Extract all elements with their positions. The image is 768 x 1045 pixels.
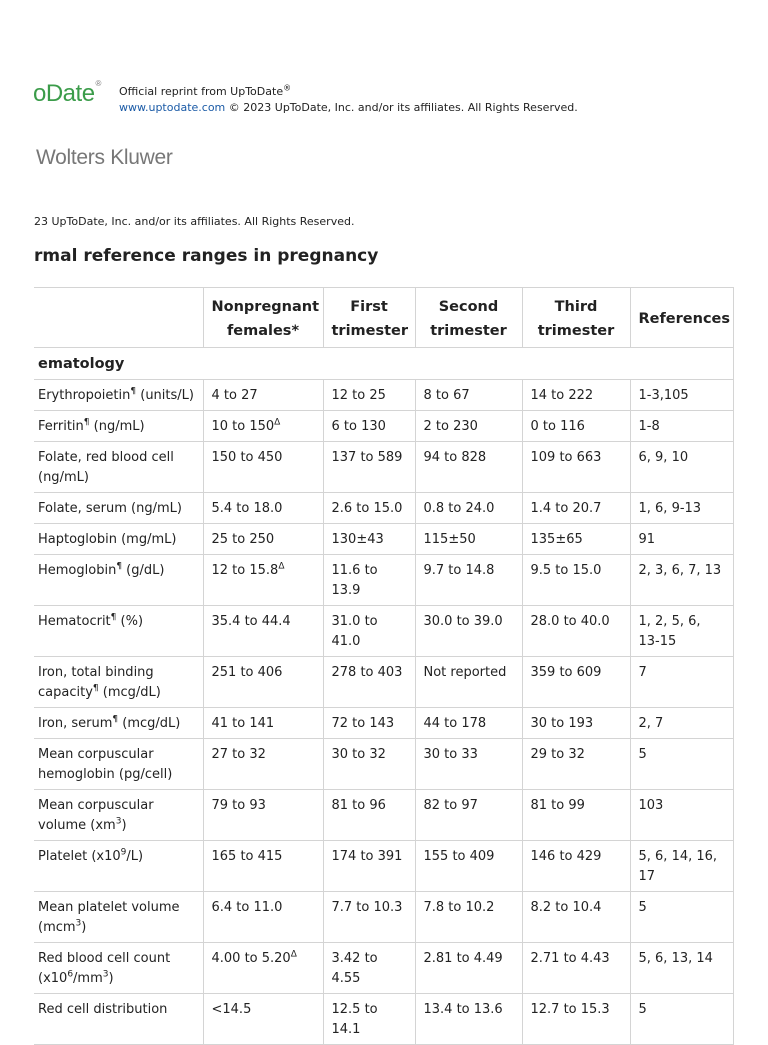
uptodate-logo bbox=[33, 80, 101, 108]
second-trimester-cell: 8 to 67 bbox=[415, 380, 522, 411]
references-cell: 5, 6, 14, 16, 17 bbox=[630, 841, 733, 892]
references-cell: 1-8 bbox=[630, 411, 733, 442]
third-trimester-cell: 9.5 to 15.0 bbox=[522, 555, 630, 606]
test-cell bbox=[34, 943, 203, 994]
second-trimester-cell: 9.7 to 14.8 bbox=[415, 555, 522, 606]
table-row bbox=[34, 708, 733, 739]
test-name: Erythropoietin bbox=[38, 388, 131, 403]
nonpregnant-cell bbox=[203, 493, 323, 524]
unit-exponent: 6 bbox=[67, 969, 74, 980]
test-cell bbox=[34, 994, 203, 1045]
test-cell bbox=[34, 739, 203, 790]
unit-exponent: 3 bbox=[102, 969, 109, 980]
column-header-second-trimester: Second trimester bbox=[415, 288, 522, 348]
test-name: Haptoglobin (mg/mL) bbox=[38, 532, 177, 547]
nonpregnant-value: 41 to 141 bbox=[211, 716, 275, 731]
table-row bbox=[34, 841, 733, 892]
unit-exponent: 3 bbox=[75, 918, 82, 929]
second-trimester-cell: 155 to 409 bbox=[415, 841, 522, 892]
third-trimester-cell: 14 to 222 bbox=[522, 380, 630, 411]
test-cell bbox=[34, 657, 203, 708]
test-unit: (g/dL) bbox=[122, 563, 165, 578]
footnote-mark: ¶ bbox=[92, 683, 99, 694]
test-cell bbox=[34, 524, 203, 555]
third-trimester-cell: 29 to 32 bbox=[522, 739, 630, 790]
first-trimester-cell: 12.5 to 14.1 bbox=[323, 994, 415, 1045]
test-name: Mean corpuscular hemoglobin (pg/cell) bbox=[38, 747, 173, 782]
unit-tail: /L) bbox=[126, 849, 144, 864]
nonpregnant-cell bbox=[203, 657, 323, 708]
second-trimester-cell: 115±50 bbox=[415, 524, 522, 555]
nonpregnant-value: 150 to 450 bbox=[211, 450, 283, 465]
nonpregnant-value: 10 to 150 bbox=[211, 419, 275, 434]
second-trimester-cell: 30.0 to 39.0 bbox=[415, 606, 522, 657]
table-header-row bbox=[34, 288, 733, 348]
nonpregnant-value: 251 to 406 bbox=[211, 665, 283, 680]
third-trimester-cell: 135±65 bbox=[522, 524, 630, 555]
nonpregnant-value: 6.4 to 11.0 bbox=[211, 900, 283, 915]
first-trimester-cell: 137 to 589 bbox=[323, 442, 415, 493]
first-trimester-cell: 278 to 403 bbox=[323, 657, 415, 708]
references-cell: 5 bbox=[630, 994, 733, 1045]
unit-tail: ) bbox=[108, 971, 114, 986]
references-cell: 5, 6, 13, 14 bbox=[630, 943, 733, 994]
reprint-registered-mark: ® bbox=[283, 83, 292, 93]
test-name: Folate, red blood cell (ng/mL) bbox=[38, 450, 174, 485]
nonpregnant-cell bbox=[203, 708, 323, 739]
nonpregnant-cell bbox=[203, 994, 323, 1045]
table-row bbox=[34, 657, 733, 708]
third-trimester-cell: 12.7 to 15.3 bbox=[522, 994, 630, 1045]
first-trimester-cell: 130±43 bbox=[323, 524, 415, 555]
first-trimester-cell: 7.7 to 10.3 bbox=[323, 892, 415, 943]
unit-exponent: 3 bbox=[115, 816, 122, 827]
second-trimester-cell: Not reported bbox=[415, 657, 522, 708]
first-trimester-cell: 81 to 96 bbox=[323, 790, 415, 841]
column-header-references: References bbox=[630, 288, 733, 348]
first-trimester-cell: 11.6 to 13.9 bbox=[323, 555, 415, 606]
nonpregnant-cell bbox=[203, 411, 323, 442]
third-trimester-cell: 28.0 to 40.0 bbox=[522, 606, 630, 657]
references-cell: 5 bbox=[630, 739, 733, 790]
references-cell: 1-3,105 bbox=[630, 380, 733, 411]
third-trimester-cell: 109 to 663 bbox=[522, 442, 630, 493]
second-trimester-cell: 2.81 to 4.49 bbox=[415, 943, 522, 994]
third-trimester-cell: 146 to 429 bbox=[522, 841, 630, 892]
test-unit: (%) bbox=[116, 614, 144, 629]
table-row bbox=[34, 739, 733, 790]
references-cell: 5 bbox=[630, 892, 733, 943]
test-cell bbox=[34, 555, 203, 606]
test-name: Hemoglobin bbox=[38, 563, 117, 578]
table-row bbox=[34, 943, 733, 994]
nonpregnant-cell bbox=[203, 524, 323, 555]
first-trimester-cell: 31.0 to 41.0 bbox=[323, 606, 415, 657]
first-trimester-cell: 174 to 391 bbox=[323, 841, 415, 892]
nonpregnant-value: 4 to 27 bbox=[211, 388, 258, 403]
table-row bbox=[34, 555, 733, 606]
nonpregnant-value: 25 to 250 bbox=[211, 532, 275, 547]
table-row bbox=[34, 411, 733, 442]
unit-exponent: 9 bbox=[120, 847, 127, 858]
nonpregnant-value: 35.4 to 44.4 bbox=[211, 614, 291, 629]
second-trimester-cell: 44 to 178 bbox=[415, 708, 522, 739]
nonpregnant-cell bbox=[203, 790, 323, 841]
references-cell: 2, 3, 6, 7, 13 bbox=[630, 555, 733, 606]
unit-tail: ) bbox=[121, 818, 127, 833]
references-cell: 1, 6, 9-13 bbox=[630, 493, 733, 524]
third-trimester-cell: 8.2 to 10.4 bbox=[522, 892, 630, 943]
test-cell bbox=[34, 708, 203, 739]
footnote-mark: ¶ bbox=[112, 714, 119, 725]
third-trimester-cell: 0 to 116 bbox=[522, 411, 630, 442]
second-trimester-cell: 7.8 to 10.2 bbox=[415, 892, 522, 943]
unit-tail: /mm bbox=[73, 971, 103, 986]
second-trimester-cell: 2 to 230 bbox=[415, 411, 522, 442]
reference-ranges-table bbox=[34, 287, 734, 1045]
table-row bbox=[34, 994, 733, 1045]
footnote-mark: Δ bbox=[278, 561, 285, 572]
first-trimester-cell: 2.6 to 15.0 bbox=[323, 493, 415, 524]
third-trimester-cell: 1.4 to 20.7 bbox=[522, 493, 630, 524]
second-trimester-cell: 94 to 828 bbox=[415, 442, 522, 493]
nonpregnant-cell bbox=[203, 606, 323, 657]
test-name: Ferritin bbox=[38, 419, 84, 434]
nonpregnant-cell bbox=[203, 892, 323, 943]
first-trimester-cell: 12 to 25 bbox=[323, 380, 415, 411]
column-header-third-trimester: Third trimester bbox=[522, 288, 630, 348]
test-cell bbox=[34, 493, 203, 524]
footnote-mark: Δ bbox=[274, 417, 281, 428]
footnote-mark: ¶ bbox=[83, 417, 90, 428]
table-row bbox=[34, 606, 733, 657]
section-row bbox=[34, 348, 733, 380]
test-cell bbox=[34, 606, 203, 657]
test-name: Iron, serum bbox=[38, 716, 113, 731]
footnote-mark: ¶ bbox=[130, 386, 137, 397]
table-row bbox=[34, 380, 733, 411]
first-trimester-cell: 30 to 32 bbox=[323, 739, 415, 790]
test-unit: (mcg/dL) bbox=[118, 716, 181, 731]
page-title: rmal reference ranges in pregnancy bbox=[34, 246, 379, 266]
test-cell bbox=[34, 380, 203, 411]
test-cell bbox=[34, 411, 203, 442]
section-title: ematology bbox=[34, 348, 733, 380]
references-cell: 103 bbox=[630, 790, 733, 841]
test-unit: (ng/mL) bbox=[89, 419, 145, 434]
document-copyright: 23 UpToDate, Inc. and/or its affiliates. All Rights Reserved. bbox=[34, 215, 355, 228]
test-name: Folate, serum (ng/mL) bbox=[38, 501, 182, 516]
test-name: Red blood cell count (x10 bbox=[38, 951, 171, 986]
second-trimester-cell: 13.4 to 13.6 bbox=[415, 994, 522, 1045]
third-trimester-cell: 359 to 609 bbox=[522, 657, 630, 708]
test-name: Mean corpuscular volume (xm bbox=[38, 798, 154, 833]
unit-tail: ) bbox=[81, 920, 87, 935]
third-trimester-cell: 2.71 to 4.43 bbox=[522, 943, 630, 994]
nonpregnant-value: <14.5 bbox=[211, 1002, 252, 1017]
test-name: Platelet (x10 bbox=[38, 849, 121, 864]
nonpregnant-cell bbox=[203, 841, 323, 892]
nonpregnant-cell bbox=[203, 380, 323, 411]
column-header-nonpregnant: Nonpregnant females* bbox=[203, 288, 323, 348]
table-row bbox=[34, 524, 733, 555]
footnote-mark: ¶ bbox=[110, 612, 117, 623]
nonpregnant-cell bbox=[203, 739, 323, 790]
test-name: Mean platelet volume (mcm bbox=[38, 900, 180, 935]
test-name: Hematocrit bbox=[38, 614, 111, 629]
test-cell bbox=[34, 841, 203, 892]
logo-registered-mark: ® bbox=[95, 79, 101, 88]
first-trimester-cell: 6 to 130 bbox=[323, 411, 415, 442]
column-header-first-trimester: First trimester bbox=[323, 288, 415, 348]
footnote-mark: Δ bbox=[290, 949, 297, 960]
nonpregnant-cell bbox=[203, 555, 323, 606]
table-row bbox=[34, 442, 733, 493]
reprint-notice bbox=[119, 84, 578, 116]
nonpregnant-cell bbox=[203, 943, 323, 994]
nonpregnant-value: 12 to 15.8 bbox=[211, 563, 279, 578]
test-unit: (units/L) bbox=[136, 388, 194, 403]
references-cell: 7 bbox=[630, 657, 733, 708]
nonpregnant-value: 79 to 93 bbox=[211, 798, 266, 813]
test-unit: (mcg/dL) bbox=[98, 685, 161, 700]
references-cell: 2, 7 bbox=[630, 708, 733, 739]
test-name: Iron, total binding capacity bbox=[38, 665, 154, 700]
table-row bbox=[34, 493, 733, 524]
references-cell: 91 bbox=[630, 524, 733, 555]
nonpregnant-value: 27 to 32 bbox=[211, 747, 266, 762]
first-trimester-cell: 72 to 143 bbox=[323, 708, 415, 739]
nonpregnant-value: 4.00 to 5.20 bbox=[211, 951, 291, 966]
second-trimester-cell: 30 to 33 bbox=[415, 739, 522, 790]
test-cell bbox=[34, 442, 203, 493]
test-cell bbox=[34, 892, 203, 943]
wolters-kluwer-logo: Wolters Kluwer bbox=[36, 146, 173, 169]
header-copyright: © 2023 UpToDate, Inc. and/or its affiliates. All Rights Reserved. bbox=[228, 101, 578, 114]
nonpregnant-cell bbox=[203, 442, 323, 493]
column-header-test bbox=[34, 288, 203, 348]
second-trimester-cell: 0.8 to 24.0 bbox=[415, 493, 522, 524]
table-row bbox=[34, 790, 733, 841]
reprint-line: Official reprint from UpToDate bbox=[119, 85, 284, 98]
nonpregnant-value: 165 to 415 bbox=[211, 849, 283, 864]
second-trimester-cell: 82 to 97 bbox=[415, 790, 522, 841]
logo-text: oDate bbox=[33, 80, 95, 107]
reference-table-container bbox=[34, 287, 733, 1037]
uptodate-link[interactable]: www.uptodate.com bbox=[119, 101, 226, 114]
third-trimester-cell: 30 to 193 bbox=[522, 708, 630, 739]
references-cell: 1, 2, 5, 6, 13-15 bbox=[630, 606, 733, 657]
footnote-mark: ¶ bbox=[116, 561, 123, 572]
test-name: Red cell distribution bbox=[38, 1002, 168, 1017]
first-trimester-cell: 3.42 to 4.55 bbox=[323, 943, 415, 994]
table-row bbox=[34, 892, 733, 943]
nonpregnant-value: 5.4 to 18.0 bbox=[211, 501, 283, 516]
references-cell: 6, 9, 10 bbox=[630, 442, 733, 493]
test-cell bbox=[34, 790, 203, 841]
third-trimester-cell: 81 to 99 bbox=[522, 790, 630, 841]
